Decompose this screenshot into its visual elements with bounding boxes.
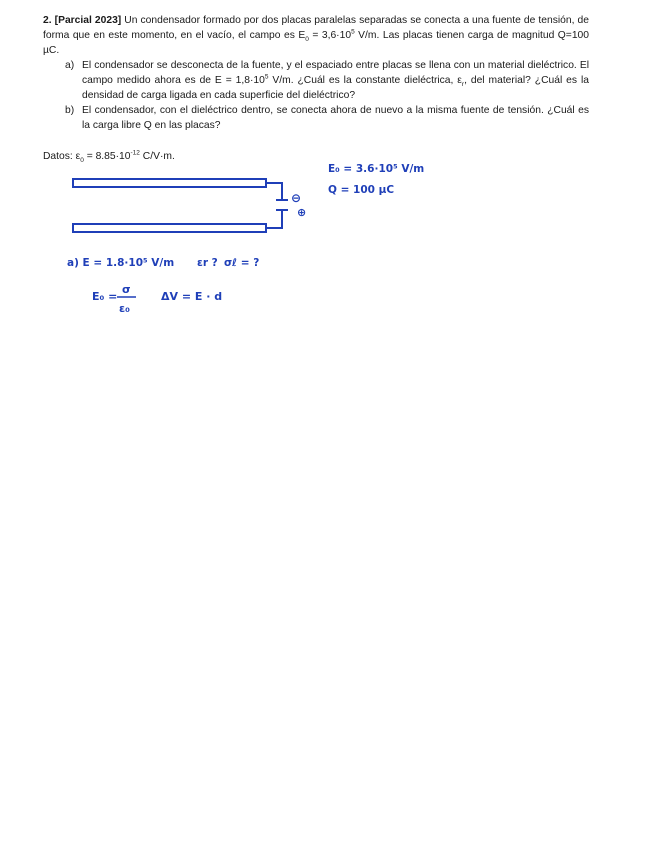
question-a-text-3: , del material? ¿Cuál es la densidad de carga ligada en cada superficie del dieléctrico? xyxy=(82,75,589,101)
question-a-text-2: V/m. ¿Cuál es la constante dieléctrica, ε xyxy=(268,75,462,86)
problem-number: 2. xyxy=(43,15,52,26)
datos-unit: C/V·m. xyxy=(139,151,175,162)
plus-terminal: ⊕ xyxy=(297,206,307,219)
e0-formula-lhs: E₀ = xyxy=(92,290,118,303)
bottom-plate xyxy=(73,224,266,232)
question-label: a) xyxy=(65,60,75,71)
intro-text-2: = 3,6·10 xyxy=(308,30,352,41)
sigma-question: σℓ = ? xyxy=(224,257,260,269)
problem-tag: [Parcial 2023] xyxy=(54,15,122,26)
top-wire xyxy=(266,183,288,200)
e0-formula-denominator: ε₀ xyxy=(119,302,130,315)
question-a-text-1: El condensador se desconecta de la fuente, y el espaciado entre placas se llena con un material dieléctrico. El campo medido ahora es de E = 1,8·10 xyxy=(82,60,589,86)
intro-superscript: 5 xyxy=(351,28,355,36)
datos-subscript: 0 xyxy=(80,157,84,165)
minus-terminal: ⊖ xyxy=(291,191,302,205)
question-a-superscript: 5 xyxy=(264,73,269,81)
question-label: b) xyxy=(65,105,75,116)
question-a-subscript: r xyxy=(461,81,465,89)
part-a-note: a) E = 1.8·10⁵ V/m xyxy=(67,257,175,269)
datos-superscript: -12 xyxy=(130,149,140,157)
voltage-formula: ΔV = E · d xyxy=(161,290,223,303)
e0-note: E₀ = 3.6·10⁵ V/m xyxy=(328,163,425,175)
e0-formula-numerator: σ xyxy=(122,283,131,296)
er-question: εr ? xyxy=(197,257,218,269)
top-plate xyxy=(73,179,266,187)
datos-value: = 8.85·10 xyxy=(83,151,131,162)
datos-prefix: Datos: ε xyxy=(43,151,81,162)
intro-text-3: V/m. Las placas tienen carga de magnitud Q=100 µC. xyxy=(43,30,589,56)
intro-text-1: Un condensador formado por dos placas paralelas separadas se conecta a una fuente de tensión, de forma que en este momento, en el vacío, el campo es E xyxy=(43,15,589,41)
bottom-wire xyxy=(266,210,288,228)
charge-note: Q = 100 μC xyxy=(328,184,395,196)
question-b-text: El condensador, con el dieléctrico dentro, se conecta ahora de nuevo a la misma fuente de tensión. ¿Cuál es la carga libre Q en las placas? xyxy=(82,105,589,131)
intro-subscript: 0 xyxy=(305,36,309,44)
